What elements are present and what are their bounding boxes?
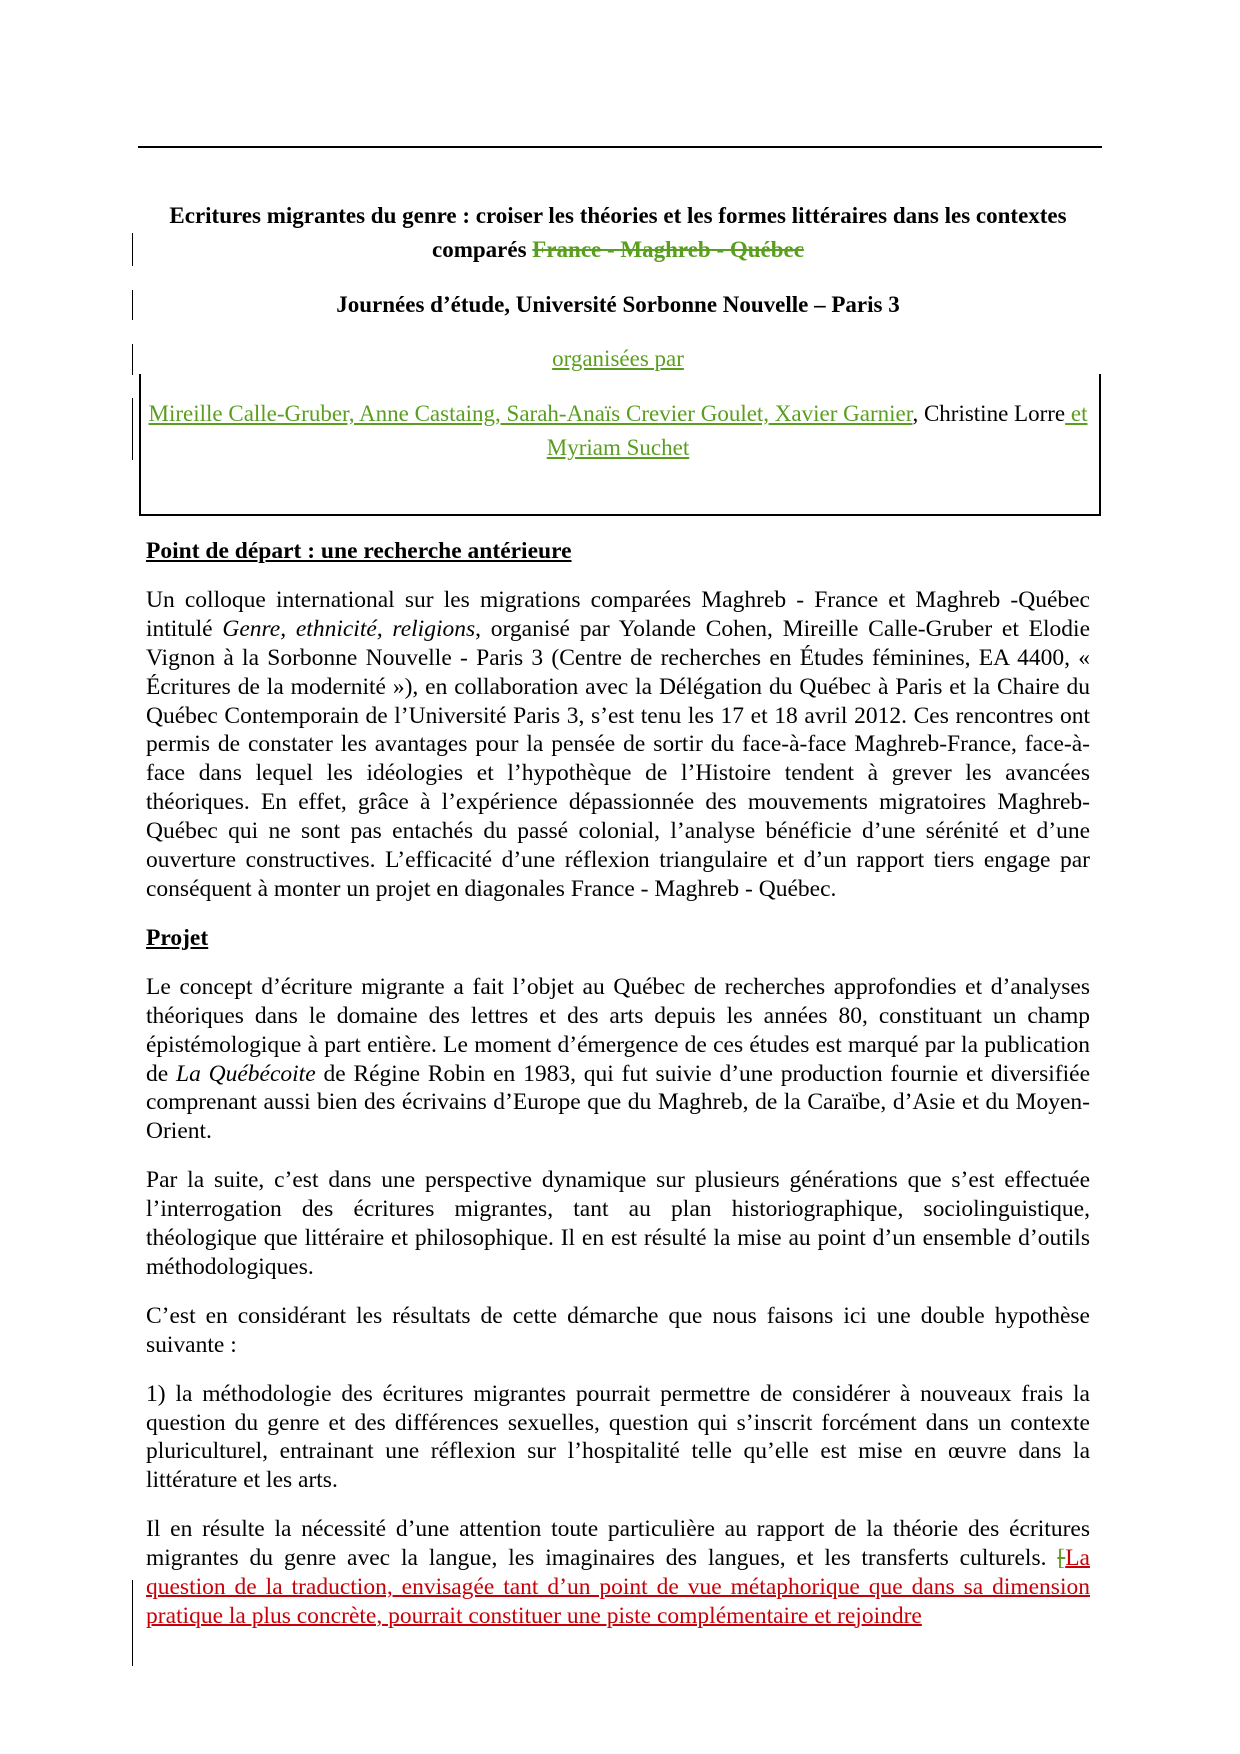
paragraph-text: Un colloque international sur les migrations comparées Maghreb - France et Maghreb -Québec intitulé xyxy=(146,586,1090,642)
paragraph xyxy=(146,973,1090,1146)
paragraph-text: Il en résulte la nécessité d’une attention toute particulière au rapport de la théorie des écritures migrantes du genre avec la langue, les imaginaires des langues, et les transferts culturels. xyxy=(146,1516,1090,1572)
change-bar xyxy=(132,233,133,266)
change-bar xyxy=(132,290,133,320)
title-deleted-text: France - Maghreb - Québec xyxy=(532,237,804,262)
paragraph-text: , organisé par Yolande Cohen, Mireille Calle-Gruber et Elodie Vignon à la Sorbonne Nouvelle - Paris 3 (Centre de recherches en Études féminines, EA 4400, « Écritures de la modernité »), en collaboration avec la Délégation du Québec à Paris et la Chaire du Québec Contemporain de l’Université Paris 3, s’est tenu les 17 et 18 avril 2012. Ces rencontres ont permis de constater les avantages pour la pensée de sortir du face-à-face Maghreb-France, face-à-face dans lequel les idéologies et l’hypothèque de l’Histoire tendent à grever les avancées théoriques. En effet, grâce à l’expérience dépassionnée des mouvements migratoires Maghreb-Québec qui ne sont pas entachés du passé colonial, l’analyse bénéficie d’une sérénité et d’une ouverture constructives. L’efficacité d’une réflexion triangulaire et d’un rapport tiers engage par conséquent à monter un projet en diagonales France - Maghreb - Québec. xyxy=(146,615,1091,902)
inserted-red-text: La question de la traduction, envisagée tant d’un point de vue métaphorique que dans sa dimension pratique la plus concrète, pourrait constituer une piste complémentaire et rejoindre xyxy=(146,1545,1090,1629)
document-title xyxy=(146,199,1090,267)
organisers-inserted-names: Mireille Calle-Gruber, Anne Castaing, Sarah-Anaïs Crevier Goulet, Xavier Garnier xyxy=(148,401,913,426)
organisers-inserted-tail: et Myriam Suchet xyxy=(546,401,1088,460)
organisers-list xyxy=(146,397,1090,465)
organised-by-label xyxy=(146,344,1090,374)
deleted-marker: [ xyxy=(1057,1545,1066,1572)
paragraph-italic: Genre, ethnicité, religions xyxy=(222,615,476,642)
paragraph-text: de Régine Robin en 1983, qui fut suivie d’une production fournie et diversifiée comprenant aussi bien des écrivains d’Europe que du Maghreb, de la Caraïbe, d’Asie et du Moyen-Orient. xyxy=(146,1060,1090,1145)
paragraph-italic: La Québécoite xyxy=(176,1060,316,1087)
document-body xyxy=(146,537,1090,1651)
paragraph xyxy=(146,586,1090,904)
paragraph: C’est en considérant les résultats de cette démarche que nous faisons ici une double hypothèse suivante : xyxy=(146,1302,1090,1358)
organised-by-text: organisées par xyxy=(552,346,684,371)
change-bar xyxy=(132,398,133,460)
organisers-plain-names: , Christine Lorre xyxy=(912,401,1066,426)
change-bar xyxy=(132,344,133,375)
header-rule xyxy=(138,146,1102,148)
paragraph xyxy=(146,1515,1090,1631)
paragraph: 1) la méthodologie des écritures migrantes pourrait permettre de considérer à nouveaux frais la question du genre et des différences sexuelles, question qui s’inscrit forcément dans un contexte pluriculturel, entrainant une réflexion sur l’hospitalité telle qu’elle est mise en œuvre dans la littérature et les arts. xyxy=(146,1380,1090,1494)
section-heading-projet: Projet xyxy=(146,924,209,951)
section-heading-point-de-depart: Point de départ : une recherche antérieure xyxy=(146,538,572,564)
title-text: Ecritures migrantes du genre : croiser les théories et les formes littéraires dans les contextes comparés xyxy=(169,203,1067,262)
paragraph: Par la suite, c’est dans une perspective dynamique sur plusieurs générations que s’est effectuée l’interrogation des écritures migrantes, tant au plan historiographique, sociolinguistique, théologique que littéraire et philosophique. Il en est résulté la mise au point d’un ensemble d’outils méthodologiques. xyxy=(146,1167,1090,1280)
document-subtitle: Journées d’étude, Université Sorbonne Nouvelle – Paris 3 xyxy=(336,292,900,317)
paragraph-text: Le concept d’écriture migrante a fait l’objet au Québec de recherches approfondies et d’analyses théoriques dans le domaine des lettres et des arts depuis les années 80, constituant un champ épistémologique à part entière. Le moment d’émergence de ces études est marqué par la publication de xyxy=(146,973,1090,1087)
change-bar xyxy=(132,1580,133,1666)
